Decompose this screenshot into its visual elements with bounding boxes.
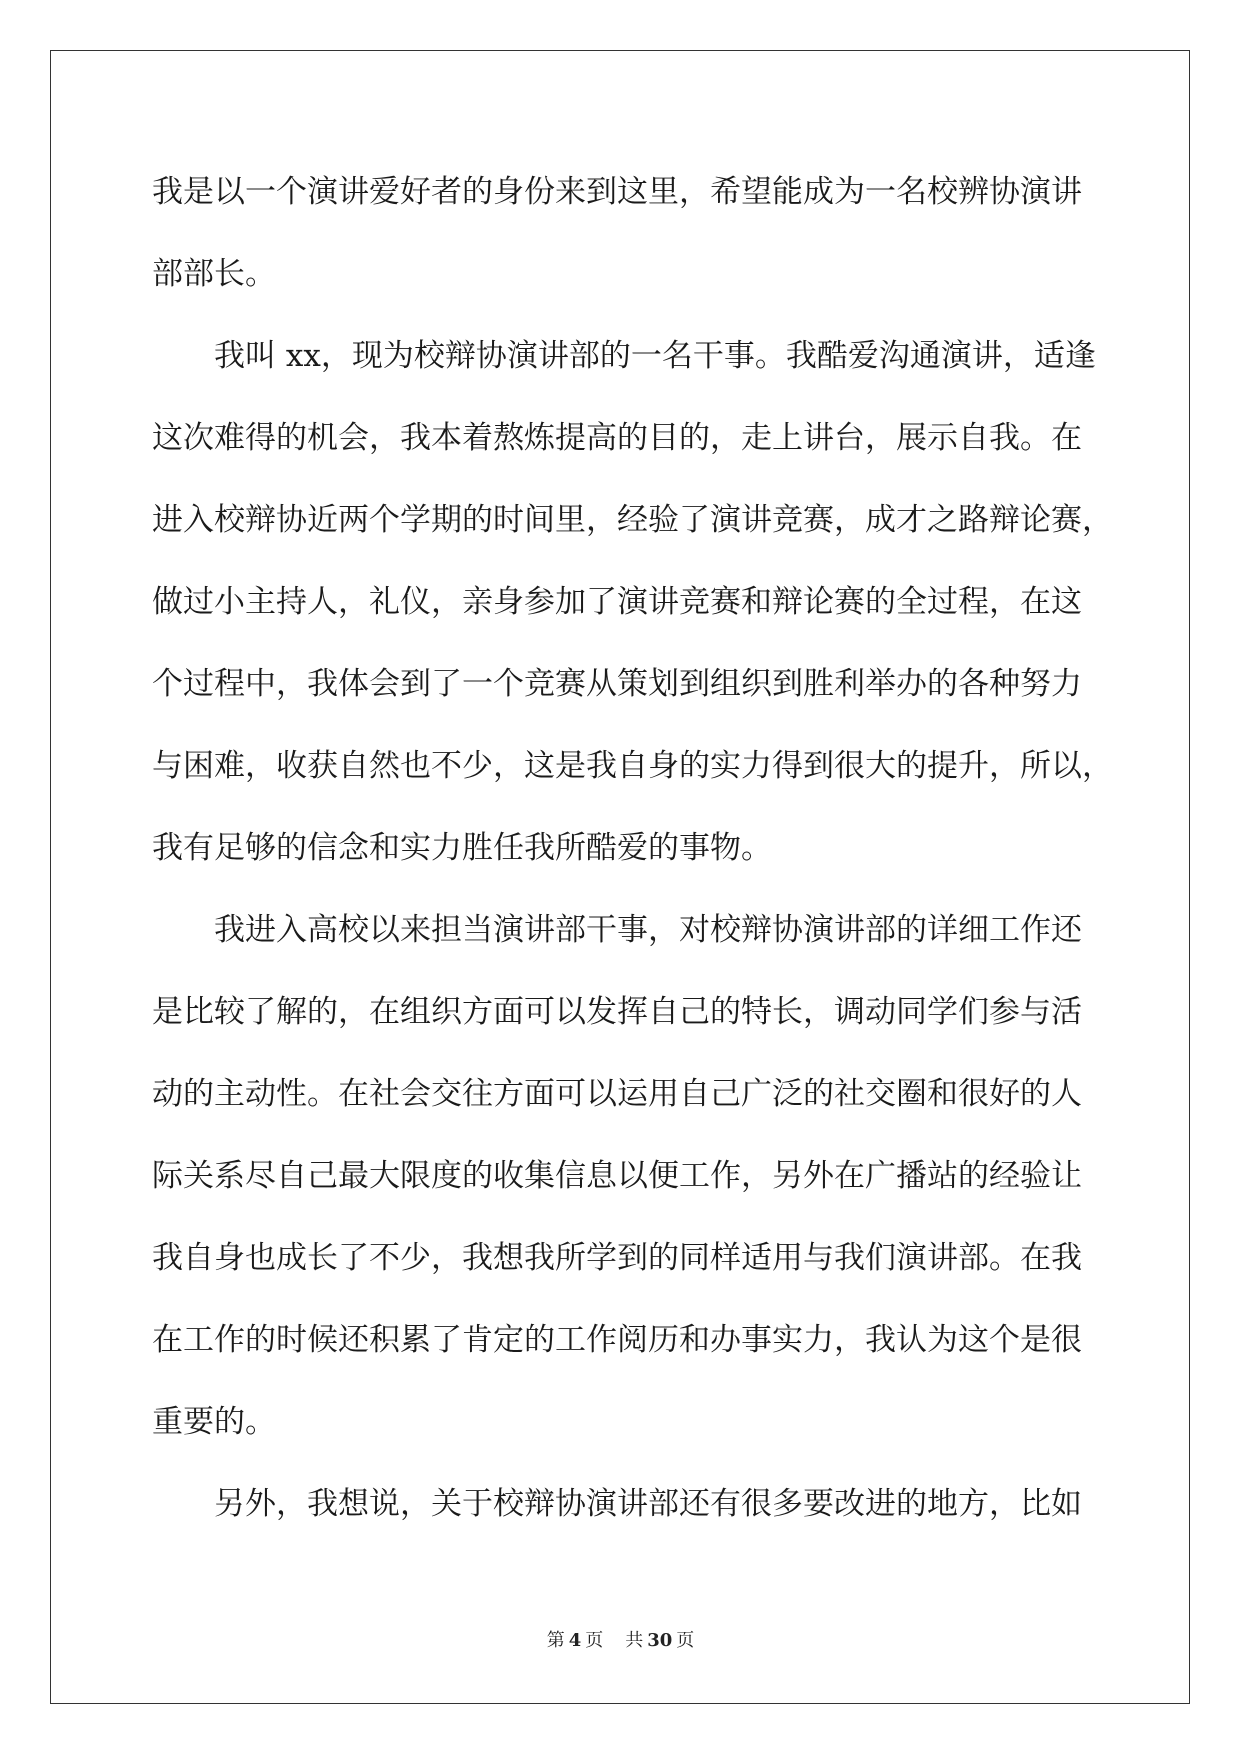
text-line: 这次难得的机会，我本着熬炼提高的目的，走上讲台，展示自我。在 <box>152 420 1082 456</box>
total-label-suffix: 页 <box>676 1630 695 1651</box>
text-line: 与困难，收获自然也不少，这是我自身的实力得到很大的提升，所以， <box>152 748 1113 784</box>
text-line: 进入校辩协近两个学期的时间里，经验了演讲竞赛，成才之路辩论赛， <box>152 502 1113 538</box>
text-line: 动的主动性。在社会交往方面可以运用自己广泛的社交圈和很好的人 <box>152 1076 1082 1112</box>
total-page-number: 30 <box>647 1630 673 1651</box>
text-line: 我是以一个演讲爱好者的身份来到这里，希望能成为一名校辨协演讲 <box>152 174 1082 210</box>
text-line: 我叫 xx，现为校辩协演讲部的一名干事。我酷爱沟通演讲，适逢 <box>214 338 1096 374</box>
text-line: 做过小主持人，礼仪，亲身参加了演讲竞赛和辩论赛的全过程，在这 <box>152 584 1082 620</box>
text-line: 部部长。 <box>152 256 276 292</box>
text-line: 际关系尽自己最大限度的收集信息以便工作，另外在广播站的经验让 <box>152 1158 1082 1194</box>
text-line: 我自身也成长了不少，我想我所学到的同样适用与我们演讲部。在我 <box>152 1240 1082 1276</box>
page-label-suffix: 页 <box>585 1630 604 1651</box>
document-body <box>152 162 1113 1556</box>
text-line: 另外，我想说，关于校辩协演讲部还有很多要改进的地方，比如 <box>214 1486 1082 1522</box>
text-line: 重要的。 <box>152 1404 276 1440</box>
current-page-number: 4 <box>568 1630 582 1651</box>
page-footer <box>0 1626 1241 1652</box>
text-line: 是比较了解的，在组织方面可以发挥自己的特长，调动同学们参与活 <box>152 994 1082 1030</box>
text-line: 我进入高校以来担当演讲部干事，对校辩协演讲部的详细工作还 <box>214 912 1082 948</box>
total-label-prefix: 共 <box>625 1630 644 1651</box>
text-line: 在工作的时候还积累了肯定的工作阅历和办事实力，我认为这个是很 <box>152 1322 1082 1358</box>
text-line: 个过程中，我体会到了一个竞赛从策划到组织到胜利举办的各种努力 <box>152 666 1082 702</box>
text-line: 我有足够的信念和实力胜任我所酷爱的事物。 <box>152 830 772 866</box>
page-label-prefix: 第 <box>546 1630 565 1651</box>
